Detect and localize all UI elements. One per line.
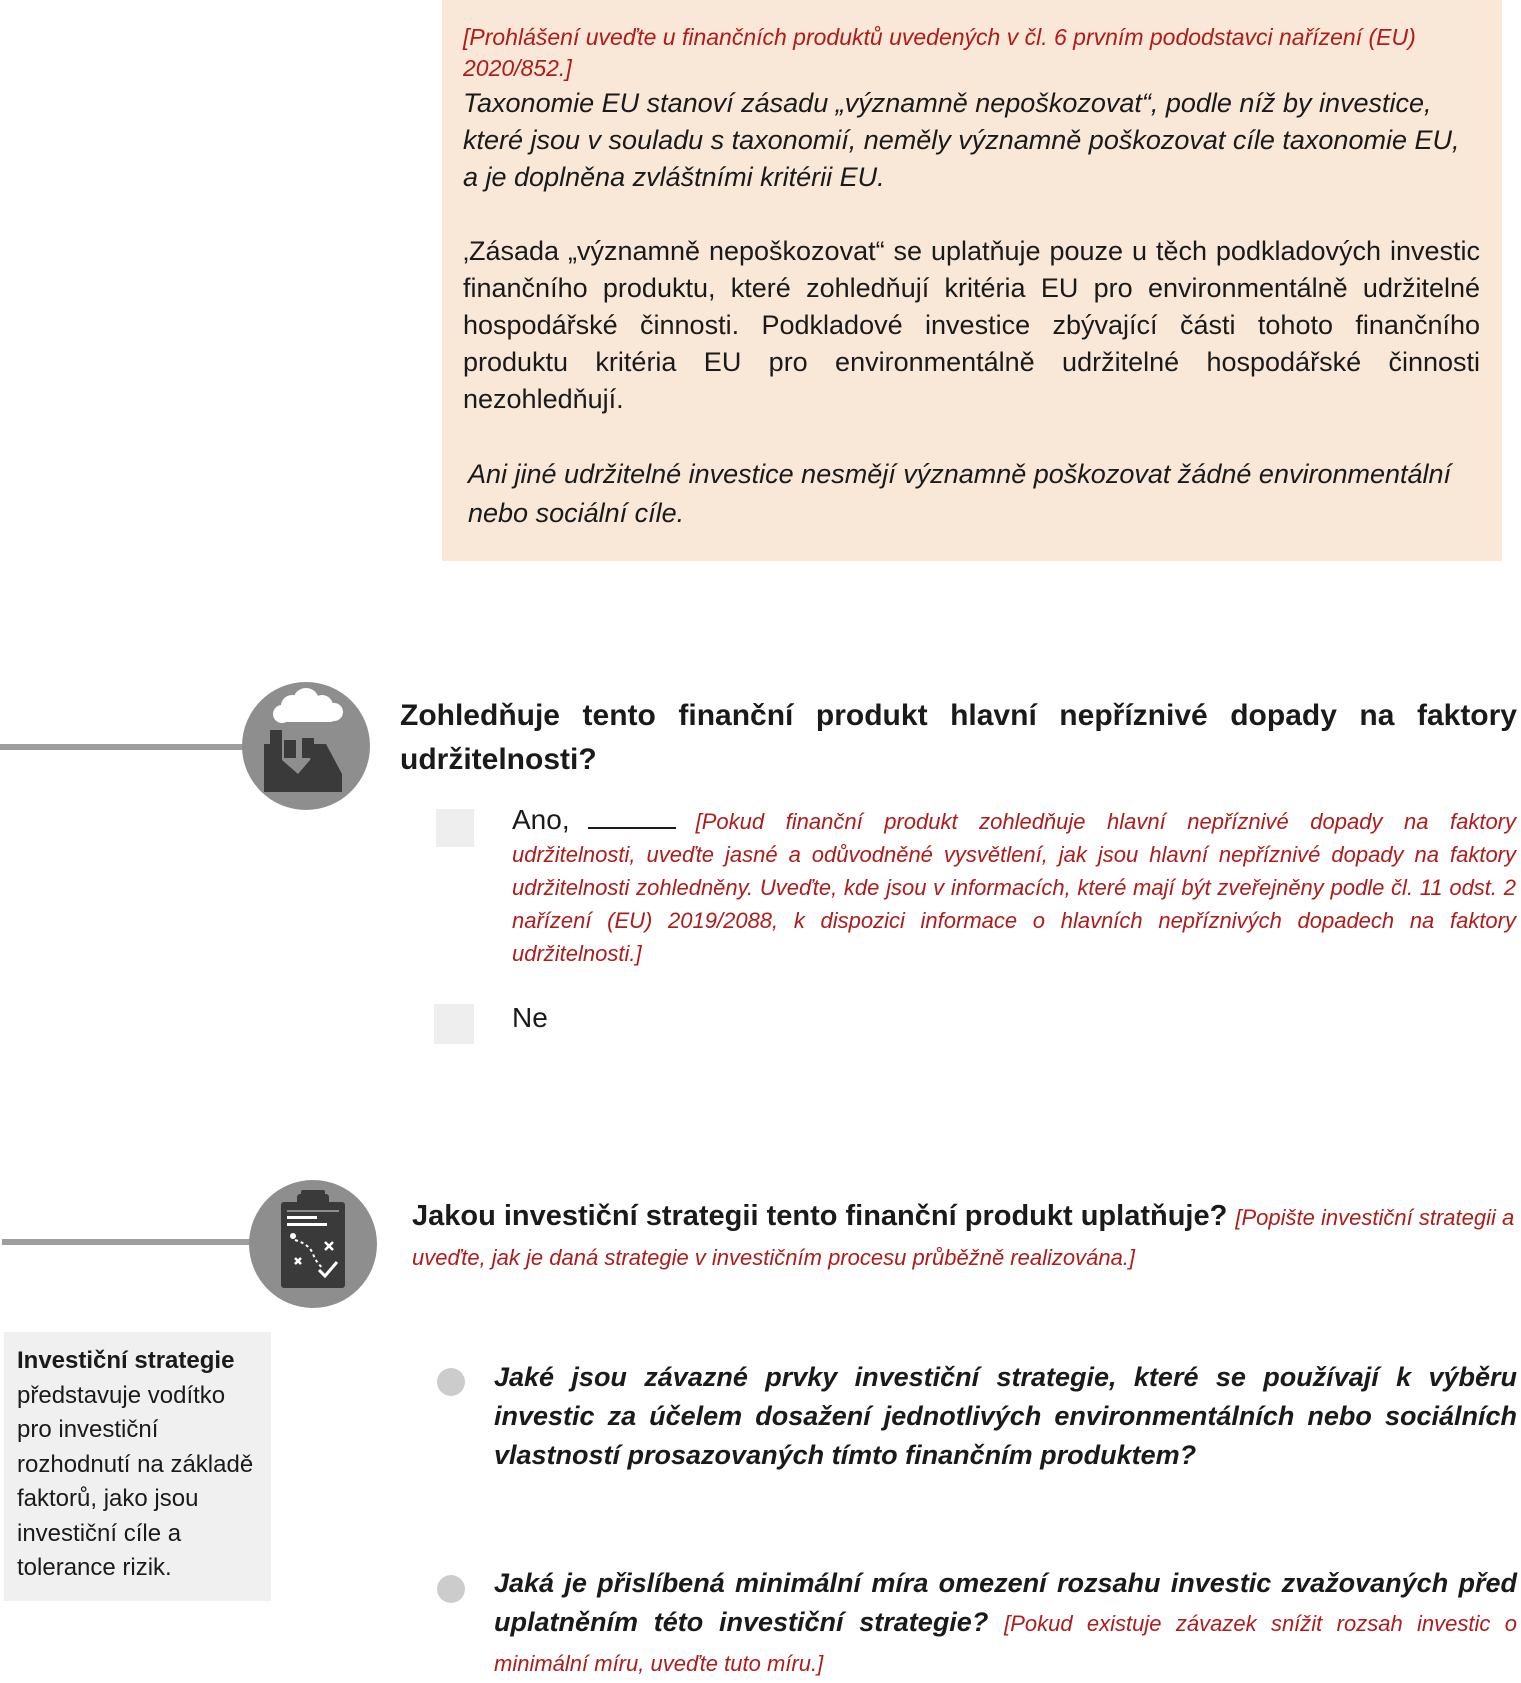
minimum-reduction-question-text: Jaká je přislíbená minimální míra omezení rozsahu investic zvažovaných před uplatněním této investiční strategie? [494, 1568, 1517, 1637]
minimum-reduction-question [494, 1564, 1517, 1683]
section-divider-line [0, 744, 250, 750]
section-divider-line [2, 1239, 264, 1245]
taxonomy-dnsh-paragraph: Taxonomie EU stanoví zásadu „významně nepoškozovat“, podle níž by investice, které jsou v souladu s taxonomií, neměly významně poškozovat cíle taxonomie EU, a je doplněna zvláštními kritérii EU. [463, 88, 1460, 192]
sidebar-definition: představuje vodítko pro investiční rozhodnutí na základě faktorů, jako jsou investiční cíle a tolerance rizik. [17, 1381, 254, 1581]
sidebar-term: Investiční strategie [17, 1347, 235, 1374]
clipboard-strategy-icon [249, 1180, 377, 1308]
no-checkbox[interactable] [434, 1004, 474, 1044]
bullet-dot [437, 1575, 465, 1603]
taxonomy-instruction-note: [Prohlášení uveďte u finančních produktů uvedených v čl. 6 prvním pododstavci nařízení (EU) 2020/852.] [463, 24, 1416, 81]
pai-question-heading: Zohledňuje tento finanční produkt hlavní nepříznivé dopady na faktory udržitelnosti? [400, 699, 1517, 776]
yes-blank-line[interactable] [588, 809, 676, 829]
binding-elements-question: Jaké jsou závazné prvky investiční strategie, které se používají k výběru investic za účelem dosažení jednotlivých environmentálních nebo sociálních vlastností prosazovaných tímto finančním produktem? [494, 1362, 1517, 1470]
strategy-question: Jakou investiční strategii tento finanční produkt uplatňuje? [412, 1200, 1228, 1232]
taxonomy-info-box [442, 0, 1502, 561]
dnsh-scope-paragraph: ‚Zásada „významně nepoškozovat“ se uplatňuje pouze u těch podkladových investic finančního produktu, které zohledňují kritéria EU pro environmentálně udržitelné hospodářské činnosti. Podkladové investice zbývající části tohoto finančního produktu kritéria EU pro environmentálně udržitelné hospodářské činnosti nezohledňují. [463, 236, 1480, 414]
strategy-instruction-note: [Popište investiční strategii a uveďte, jak je daná strategie v investičním procesu průběžně realizována.] [412, 1205, 1515, 1270]
yes-label: Ano, [512, 804, 570, 835]
minimum-reduction-note: [Pokud existuje závazek snížit rozsah investic o minimální míru, uveďte tuto míru.] [494, 1611, 1517, 1676]
yes-checkbox[interactable] [436, 809, 474, 847]
factory-pollution-icon [242, 682, 370, 810]
strategy-definition-sidebar [4, 1332, 271, 1601]
strategy-question-heading [412, 1197, 1517, 1277]
other-sustainable-paragraph: Ani jiné udržitelné investice nesmějí významně poškozovat žádné environmentální nebo sociální cíle. [468, 459, 1452, 528]
bullet-dot [437, 1368, 465, 1396]
yes-instruction-note: [Pokud finanční produkt zohledňuje hlavní nepříznivé dopady na faktory udržitelnosti, uveďte jasné a odůvodněné vysvětlení, jak jsou hlavní nepříznivé dopady na faktory udržitelnosti zohledněny. Uveďte, kde jsou v informacích, které mají být zveřejněny podle čl. 11 odst. 2 nařízení (EU) 2019/2088, k dispozici informace o hlavních nepříznivých dopadech na faktory udržitelnosti.] [512, 809, 1516, 966]
yes-option [512, 803, 1516, 970]
no-label: Ne [512, 1002, 548, 1033]
